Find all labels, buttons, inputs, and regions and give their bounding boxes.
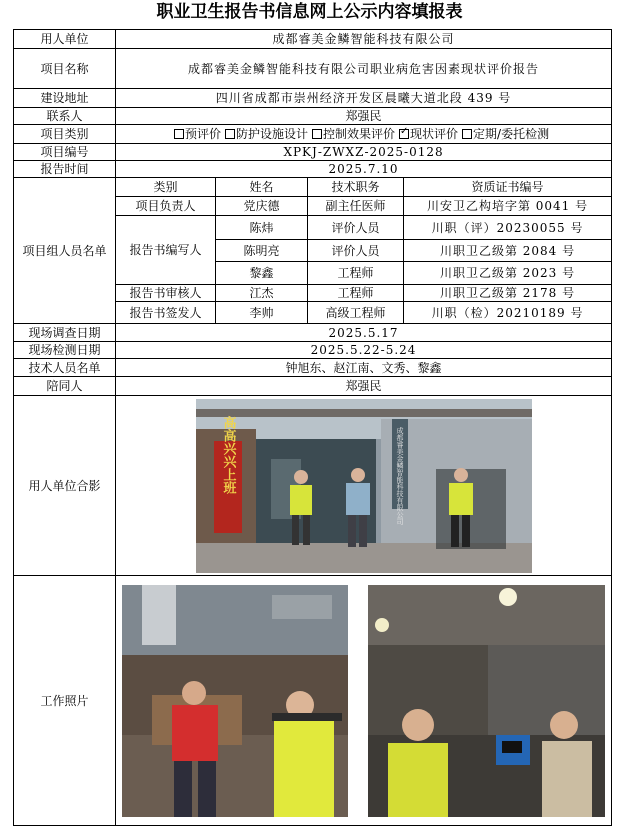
- row-survey-date: [14, 324, 612, 342]
- test-date-value: 2025.5.22-5.24: [116, 342, 612, 359]
- checkbox-icon[interactable]: [462, 129, 472, 139]
- project-type-label: 防护设施设计: [235, 127, 308, 141]
- team-name: 党庆德: [216, 197, 308, 216]
- team-title: 高级工程师: [308, 302, 404, 324]
- team-title: 副主任医师: [308, 197, 404, 216]
- work-photos-cell: [116, 576, 612, 826]
- plaque-text: 成都睿美金鳞智能科技有限公司: [395, 426, 404, 525]
- team-title: 工程师: [308, 262, 404, 285]
- project-type-label: 项目类别: [14, 125, 116, 144]
- team-title: 工程师: [308, 285, 404, 302]
- row-project-name: [14, 49, 612, 89]
- checkbox-icon[interactable]: [174, 129, 184, 139]
- checkbox-icon[interactable]: [312, 129, 322, 139]
- team-header-row: [14, 178, 612, 197]
- escort-label: 陪同人: [14, 377, 116, 396]
- team-cert: 川职卫乙级第 2178 号: [404, 285, 612, 302]
- team-title: 评价人员: [308, 240, 404, 262]
- escort-value: 郑强民: [116, 377, 612, 396]
- tech-staff-label: 技术人员名单: [14, 359, 116, 377]
- group-photo-cell: [116, 396, 612, 576]
- project-type-label: 定期/委托检测: [473, 127, 550, 141]
- project-name-label: 项目名称: [14, 49, 116, 89]
- contact-label: 联系人: [14, 108, 116, 125]
- team-role: 报告书签发人: [116, 302, 216, 324]
- report-date-label: 报告时间: [14, 161, 116, 178]
- address-label: 建设地址: [14, 89, 116, 108]
- project-type-option[interactable]: [399, 127, 458, 141]
- row-address: [14, 89, 612, 108]
- project-type-options: [116, 125, 612, 144]
- survey-date-value: 2025.5.17: [116, 324, 612, 342]
- project-no-label: 项目编号: [14, 144, 116, 161]
- checkbox-icon[interactable]: [225, 129, 235, 139]
- row-escort: [14, 377, 612, 396]
- team-name: 陈明亮: [216, 240, 308, 262]
- team-name: 黎鑫: [216, 262, 308, 285]
- checked-box-icon[interactable]: [399, 129, 409, 139]
- sign-text: 高高兴兴上班: [220, 415, 236, 494]
- info-form-table: [13, 29, 612, 826]
- team-role: 项目负责人: [116, 197, 216, 216]
- row-project-type: [14, 125, 612, 144]
- row-employer: [14, 30, 612, 49]
- project-type-option[interactable]: [174, 127, 221, 141]
- project-type-label: 预评价: [184, 127, 221, 141]
- employer-label: 用人单位: [14, 30, 116, 49]
- team-header-title: 技术职务: [308, 178, 404, 197]
- team-cert: 川职卫乙级第 2084 号: [404, 240, 612, 262]
- project-no-value: XPKJ-ZWXZ-2025-0128: [116, 144, 612, 161]
- contact-value: 郑强民: [116, 108, 612, 125]
- tech-staff-value: 钟旭东、赵江南、文秀、黎鑫: [116, 359, 612, 377]
- instrument: [496, 735, 530, 765]
- team-cert: 川安卫乙构培字第 0041 号: [404, 197, 612, 216]
- employer-value: 成都睿美金鳞智能科技有限公司: [116, 30, 612, 49]
- survey-date-label: 现场调查日期: [14, 324, 116, 342]
- row-tech-staff: [14, 359, 612, 377]
- row-work-photos: [14, 576, 612, 826]
- row-test-date: [14, 342, 612, 359]
- team-cert: 川职（评）20230055 号: [404, 216, 612, 240]
- report-date-value: 2025.7.10: [116, 161, 612, 178]
- work-photos-label: 工作照片: [14, 576, 116, 826]
- team-cert: 川职卫乙级第 2023 号: [404, 262, 612, 285]
- project-type-option[interactable]: [462, 127, 549, 141]
- page-title: 职业卫生报告书信息网上公示内容填报表: [156, 2, 463, 22]
- team-role: 报告书编写人: [116, 216, 216, 285]
- project-type-label: 现状评价: [410, 127, 459, 141]
- team-name: 陈炜: [216, 216, 308, 240]
- row-project-no: [14, 144, 612, 161]
- team-header-cert: 资质证书编号: [404, 178, 612, 197]
- team-header-name: 姓名: [216, 178, 308, 197]
- address-value: 四川省成都市崇州经济开发区晨曦大道北段 439 号: [116, 89, 612, 108]
- group-photo: [196, 399, 532, 573]
- team-cert: 川职（检）20210189 号: [404, 302, 612, 324]
- row-group-photo: [14, 396, 612, 576]
- test-date-label: 现场检测日期: [14, 342, 116, 359]
- team-title: 评价人员: [308, 216, 404, 240]
- team-role: 报告书审核人: [116, 285, 216, 302]
- project-type-option[interactable]: [312, 127, 395, 141]
- team-name: 江杰: [216, 285, 308, 302]
- project-type-label: 控制效果评价: [323, 127, 396, 141]
- work-photo-1: [122, 585, 348, 817]
- team-name: 李帅: [216, 302, 308, 324]
- row-report-date: [14, 161, 612, 178]
- team-label: 项目组人员名单: [14, 178, 116, 324]
- work-photo-2: [368, 585, 605, 817]
- row-contact: [14, 108, 612, 125]
- project-type-option[interactable]: [225, 127, 308, 141]
- project-name-value: 成都睿美金鳞智能科技有限公司职业病危害因素现状评价报告: [116, 49, 612, 89]
- team-header-role: 类别: [116, 178, 216, 197]
- group-photo-label: 用人单位合影: [14, 396, 116, 576]
